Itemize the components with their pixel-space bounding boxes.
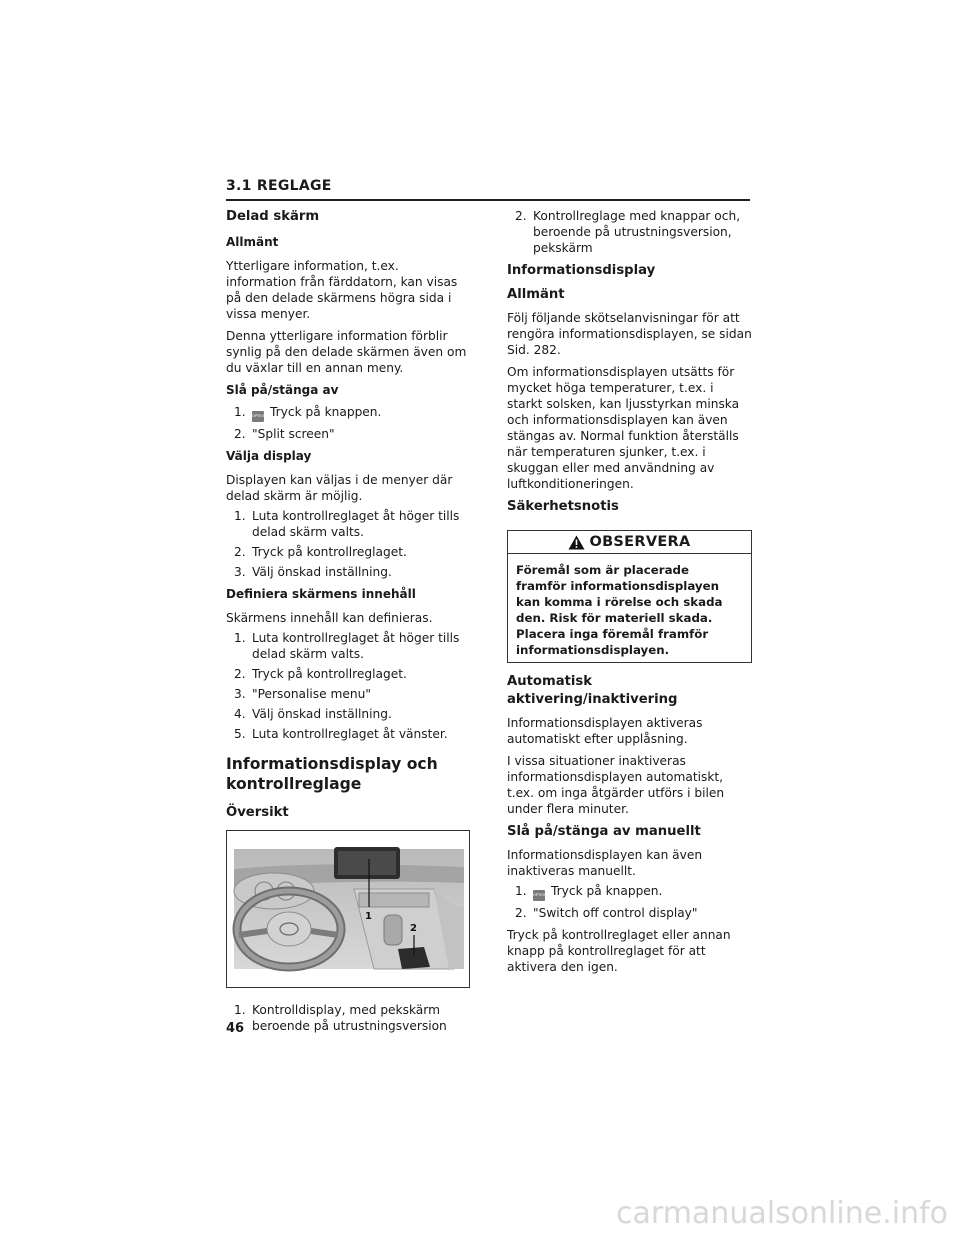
- warning-triangle-icon: [568, 535, 585, 550]
- paragraph: Informationsdisplayen kan även inaktiveras manuellt.: [507, 848, 703, 878]
- heading-sakerhetsnotis: Säkerhetsnotis: [507, 499, 619, 514]
- list-item: 3. "Personalise menu": [234, 687, 371, 701]
- option-button-icon: OPTION: [533, 890, 545, 901]
- paragraph: Följ följande skötselanvisningar för att rengöra informationsdisplayen, se sidan Sid. 282.: [507, 311, 752, 357]
- list-item: 3. Välj önskad inställning.: [234, 565, 392, 579]
- car-interior-illustration: [234, 849, 464, 969]
- heading-allmant: Allmänt: [226, 235, 279, 249]
- heading-automatisk: Automatisk aktivering/inaktivering: [507, 674, 678, 707]
- figure-frame: [226, 830, 470, 988]
- paragraph: Denna ytterligare information förblir synlig på den delade skärmen även om du växlar till en annan meny.: [226, 329, 467, 375]
- heading-oversikt: Översikt: [226, 805, 289, 820]
- callout-label-1: 1: [365, 911, 372, 922]
- figure-legend-cont: [507, 208, 752, 256]
- list-item: 1. OPTION Tryck på knappen.: [226, 404, 470, 422]
- left-column: [226, 208, 470, 1034]
- option-button-icon: OPTION: [252, 411, 264, 422]
- heading-valja-display: Välja display: [226, 449, 312, 463]
- list-item: 2. "Split screen": [234, 427, 335, 441]
- heading-definiera: Definiera skärmens innehåll: [226, 587, 416, 601]
- list-item: 2. Tryck på kontrollreglaget.: [234, 667, 407, 681]
- section-title: 3.1 REGLAGE: [226, 178, 332, 194]
- warning-text: Föremål som är placerade framför informationsdisplayen kan komma i rörelse och skada den. Risk för materiell skada. Placera inga föremål framför informationsdisplayen.: [516, 563, 723, 657]
- list-item: 5. Luta kontrollreglaget åt vänster.: [234, 727, 448, 741]
- heading-manuellt: Slå på/stänga av manuellt: [507, 824, 701, 839]
- paragraph: I vissa situationer inaktiveras informationsdisplayen automatiskt, t.ex. om inga åtgärder utförs i bilen under flera minuter.: [507, 754, 725, 816]
- list-item: 1. Luta kontrollreglaget åt höger tills delad skärm valts.: [234, 631, 460, 661]
- list-item: 2. Tryck på kontrollreglaget.: [234, 545, 407, 559]
- heading-allmant: Allmänt: [507, 287, 565, 302]
- callout-label-2: 2: [410, 923, 417, 934]
- heading-delad-skarm: Delad skärm: [226, 209, 320, 224]
- list-item: 2. "Switch off control display": [515, 906, 698, 920]
- watermark: carmanualsonline.info: [616, 1196, 948, 1231]
- warning-box: [507, 530, 752, 663]
- paragraph: Informationsdisplayen aktiveras automatiskt efter upplåsning.: [507, 716, 703, 746]
- list-item: 2. Kontrollreglage med knappar och, beroende på utrustningsversion, pekskärm: [515, 209, 741, 255]
- heading-informationsdisplay: Informationsdisplay: [507, 263, 656, 278]
- list-item: 1. Kontrolldisplay, med pekskärm beroende på utrustningsversion: [234, 1003, 447, 1033]
- warning-title: OBSERVERA: [589, 534, 691, 550]
- warning-header: [508, 531, 751, 554]
- list-item: 1. Luta kontrollreglaget åt höger tills delad skärm valts.: [234, 509, 460, 539]
- heading-sla-pa-stanga-av: Slå på/stänga av: [226, 383, 339, 397]
- header-divider: [226, 199, 750, 201]
- step-list: [507, 883, 752, 921]
- right-column: [507, 208, 752, 975]
- paragraph: Tryck på kontrollreglaget eller annan knapp på kontrollreglaget för att aktivera den igen.: [507, 928, 731, 974]
- step-list: [226, 630, 470, 742]
- list-item: 1. OPTION Tryck på knappen.: [507, 883, 752, 901]
- paragraph: Displayen kan väljas i de menyer där delad skärm är möjlig.: [226, 473, 453, 503]
- figure-legend: [226, 1002, 470, 1034]
- paragraph: Ytterligare information, t.ex. information från färddatorn, kan visas på den delade skärmens högra sida i vissa menyer.: [226, 259, 458, 321]
- list-item: 4. Välj önskad inställning.: [234, 707, 392, 721]
- paragraph: Skärmens innehåll kan definieras.: [226, 611, 433, 625]
- page-number: 46: [226, 1021, 245, 1036]
- paragraph: Om informationsdisplayen utsätts för mycket höga temperaturer, t.ex. i starkt solsken, kan ljusstyrkan minska och informationsdisplayen kan även stängas av. Normal funktion återställs när temperaturen sjunker, t.ex. i skuggan eller med användning av luftkonditioneringen.: [507, 365, 740, 491]
- step-list: [226, 508, 470, 580]
- heading-informationsdisplay-och-kontrollreglage: Informationsdisplay och kontrollreglage: [226, 755, 438, 793]
- step-list: [226, 404, 470, 442]
